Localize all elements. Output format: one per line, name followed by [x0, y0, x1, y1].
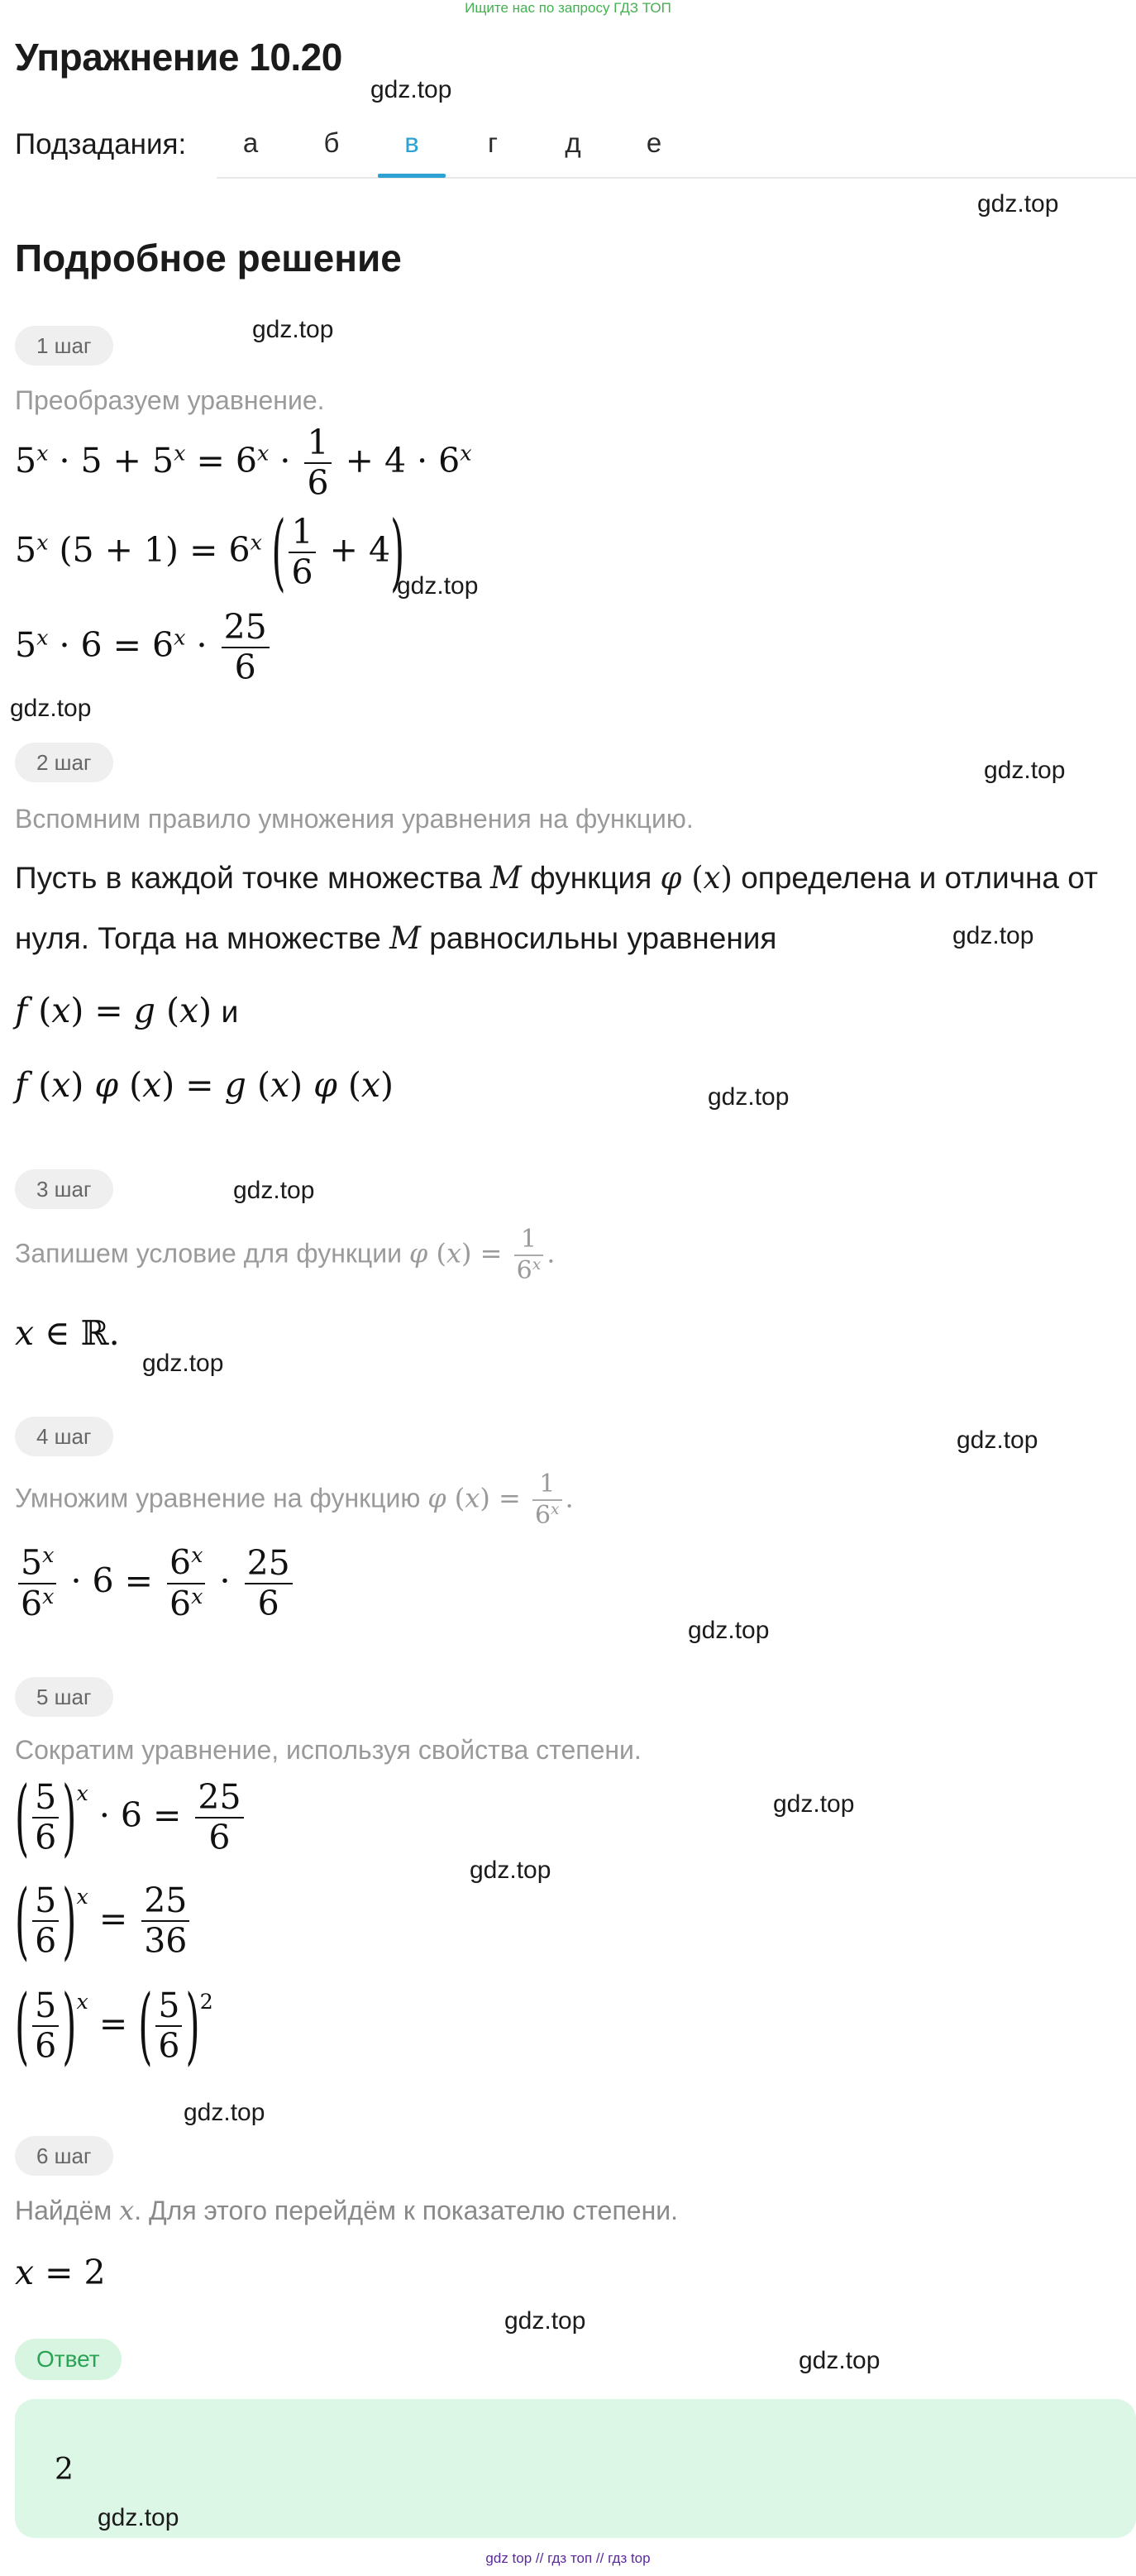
watermark: gdz.top [470, 1857, 551, 1884]
watermark: gdz.top [233, 1177, 315, 1204]
equation: ( $\frac{5}{6}$ )$^x$ · 6 = $\frac{25}{6}$ [15, 1778, 247, 1857]
equation: $5^x \cdot 6 = 6^x$ · $\frac{25}{6}$ [15, 608, 273, 687]
watermark: gdz.top [504, 2307, 586, 2335]
watermark: gdz.top [773, 1790, 855, 1818]
active-tab-indicator [378, 174, 446, 178]
answer-value: 2 [55, 2453, 74, 2487]
rule-text-part: определена и отлична от [741, 861, 1098, 895]
exercise-title: Упражнение 10.20 [15, 36, 342, 79]
step-hint-text: . Для этого перейдём к показателю степени. [134, 2196, 679, 2225]
solution-title: Подробное решение [15, 237, 402, 280]
tab-a[interactable]: а [242, 127, 259, 158]
step-hint-text: Запишем условие для функции [15, 1238, 402, 1269]
equation: f (x) φ (x) = g (x) φ (x) [15, 1065, 394, 1105]
watermark: gdz.top [184, 2099, 265, 2126]
equation: x ∈ ℝ. [15, 1313, 120, 1353]
step-hint: Преобразуем уравнение. [15, 385, 325, 415]
rule-text-part: Пусть в каждой точке множества [15, 861, 482, 895]
step-badge: 1 шаг [15, 326, 113, 366]
watermark: gdz.top [370, 76, 452, 103]
equation: $5^x \cdot 5 + 5^x = 6^x$ · $\frac{1}{6}$ + $4 \cdot 6^x$ [15, 423, 472, 504]
equation: 5$^x$ $(5 + 1) = 6^x$ ( $\frac{1}{6}$ + 4) [15, 504, 405, 601]
step-hint-text: Найдём [15, 2196, 112, 2225]
rule-text: Пусть в каждой точке множества M функция φ (x) определена и отлична от [15, 860, 1098, 896]
step-badge: 2 шаг [15, 743, 113, 782]
tab-g[interactable]: г [487, 127, 499, 158]
watermark: gdz.top [10, 695, 92, 722]
subtasks-label: Подзадания: [15, 128, 187, 160]
step-hint: Сократим уравнение, используя свойства степени. [15, 1735, 642, 1765]
step-hint: Вспомним правило умножения уравнения на функцию. [15, 804, 694, 834]
step-badge: 4 шаг [15, 1417, 113, 1456]
rule-text-part: функция [530, 861, 652, 895]
equation: $\frac{5^x}{6^x}$ · 6 = $\frac{6^x}{6^x}$ · $\frac{25}{6}$ [15, 1543, 296, 1624]
footer-links[interactable]: gdz top // гдз топ // гдз top [485, 2550, 651, 2566]
subtask-tabs [217, 108, 1136, 179]
equation: f (x) = g (x) и [15, 991, 239, 1030]
conjunction: и [221, 995, 239, 1029]
watermark: gdz.top [142, 1350, 224, 1377]
rule-text: нуля. Тогда на множестве M равносильны уравнения [15, 920, 777, 956]
answer-badge: Ответ [15, 2339, 122, 2380]
tab-v[interactable]: в [404, 127, 419, 158]
watermark: gdz.top [952, 922, 1034, 949]
rule-text-part: равносильны уравнения [429, 921, 777, 955]
equation: x = 2 [15, 2253, 106, 2292]
step-hint-text: Умножим уравнение на функцию [15, 1483, 421, 1513]
watermark: gdz.top [957, 1427, 1038, 1454]
watermark: gdz.top [252, 316, 334, 343]
step-badge: 5 шаг [15, 1677, 113, 1717]
equation: ( $\frac{5}{6}$ )$^x$ = ( $\frac{5}{6}$ )$^2$ [15, 1977, 213, 2075]
watermark: gdz.top [708, 1083, 790, 1111]
tab-d[interactable]: д [565, 127, 581, 158]
watermark: gdz.top [984, 757, 1066, 784]
watermark: gdz.top [688, 1617, 770, 1644]
step-badge: 6 шаг [15, 2136, 113, 2176]
watermark: gdz.top [799, 2347, 881, 2374]
answer-box [15, 2399, 1136, 2538]
equation: ( $\frac{5}{6}$ )$^x$ = $\frac{25}{36}$ [15, 1881, 193, 1961]
step-hint: Умножим уравнение на функцию φ (x) = $\frac{1}{6^x}$ . [15, 1470, 574, 1530]
tab-b[interactable]: б [323, 127, 340, 158]
tab-e[interactable]: е [646, 127, 662, 158]
step-hint: Найдём x. Для этого перейдём к показателю степени. [15, 2195, 679, 2226]
watermark: gdz.top [977, 190, 1059, 217]
rule-text-part: нуля. Тогда на множестве [15, 921, 381, 955]
watermark: gdz.top [98, 2504, 179, 2531]
watermark: gdz.top [397, 572, 479, 600]
top-banner: Ищите нас по запросу ГДЗ ТОП [465, 0, 671, 16]
step-badge: 3 шаг [15, 1169, 113, 1209]
step-hint: Запишем условие для функции φ (x) = $\frac{1}{6^x}$ . [15, 1225, 556, 1285]
